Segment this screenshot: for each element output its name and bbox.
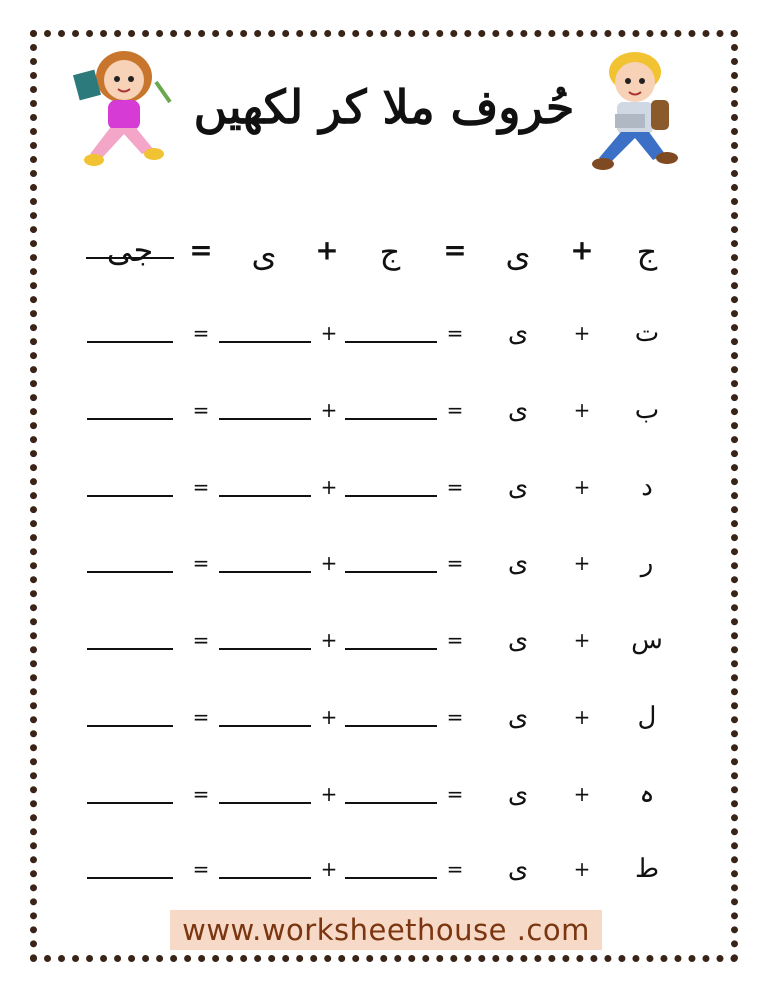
blank-answer[interactable] [87,725,173,727]
row-ye: ی [507,702,529,732]
row-letter: ت [634,318,660,348]
plus-sign: + [320,475,338,499]
equals-sign: = [192,475,210,499]
blank-part-2[interactable] [219,725,311,727]
plus-sign: + [320,705,338,729]
row-ye: ی [507,779,529,809]
equals-sign: = [446,321,464,345]
blank-part-2[interactable] [219,648,311,650]
equals-sign: = [192,705,210,729]
equals-sign: = [192,551,210,575]
plus-sign: + [570,233,594,267]
row-ye: ی [507,854,529,884]
plus-sign: + [573,782,591,806]
plus-sign: + [315,233,339,267]
plus-sign: + [573,628,591,652]
plus-sign: + [320,857,338,881]
plus-sign: + [320,551,338,575]
blank-part-1[interactable] [345,495,437,497]
blank-part-1[interactable] [345,418,437,420]
plus-sign: + [573,551,591,575]
equals-sign: = [446,782,464,806]
equals-sign: = [446,475,464,499]
plus-sign: + [320,628,338,652]
equals-sign: = [192,321,210,345]
blank-part-1[interactable] [345,648,437,650]
row-ye: ی [507,472,529,502]
plus-sign: + [573,398,591,422]
plus-sign: + [573,321,591,345]
row-ye: ی [507,548,529,578]
row-letter: ب [634,395,660,425]
example-ye: ی [505,236,531,274]
equals-sign: = [446,628,464,652]
plus-sign: + [573,705,591,729]
blank-part-2[interactable] [219,571,311,573]
equals-sign: = [446,857,464,881]
blank-answer[interactable] [87,802,173,804]
equals-sign: = [189,233,213,267]
plus-sign: + [320,782,338,806]
row-ye: ی [507,625,529,655]
example-part-2: ی [251,236,277,274]
blank-part-2[interactable] [219,877,311,879]
blank-part-1[interactable] [345,341,437,343]
equals-sign: = [446,705,464,729]
blank-part-2[interactable] [219,495,311,497]
plus-sign: + [320,321,338,345]
blank-part-2[interactable] [219,341,311,343]
equals-sign: = [446,551,464,575]
blank-answer[interactable] [87,341,173,343]
row-ye: ی [507,395,529,425]
worksheet-title: حُروف ملا کر لکھیں [193,80,575,134]
blank-part-1[interactable] [345,802,437,804]
example-part-1: ج [379,233,401,271]
blank-part-1[interactable] [345,877,437,879]
plus-sign: + [573,475,591,499]
equals-sign: = [443,233,467,267]
plus-sign: + [320,398,338,422]
plus-sign: + [573,857,591,881]
row-letter: ط [634,854,660,884]
equals-sign: = [192,857,210,881]
blank-answer[interactable] [87,495,173,497]
blank-part-2[interactable] [219,802,311,804]
blank-part-2[interactable] [219,418,311,420]
blank-part-1[interactable] [345,725,437,727]
equals-sign: = [192,628,210,652]
row-letter: د [641,472,653,502]
example-answer-line [86,257,174,259]
example-answer: جی [106,231,154,269]
blank-answer[interactable] [87,418,173,420]
blank-answer[interactable] [87,571,173,573]
row-letter: ر [640,548,654,578]
row-letter: ہ [639,779,655,809]
blank-answer[interactable] [87,648,173,650]
blank-part-1[interactable] [345,571,437,573]
row-letter: س [631,625,663,655]
website-footer[interactable]: www.worksheethouse .com [170,910,602,950]
equals-sign: = [192,398,210,422]
blank-answer[interactable] [87,877,173,879]
equals-sign: = [446,398,464,422]
row-letter: ل [637,702,657,732]
example-letter: ج [636,233,658,271]
equals-sign: = [192,782,210,806]
row-ye: ی [507,318,529,348]
